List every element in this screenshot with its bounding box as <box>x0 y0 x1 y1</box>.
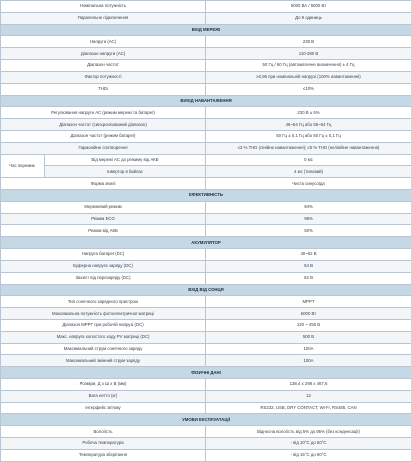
spec-row <box>1 426 411 438</box>
spec-value: 54 В <box>206 260 411 272</box>
spec-value: 230 В <box>206 36 411 48</box>
spec-value: 94% <box>206 201 411 213</box>
spec-label: Тип сонячного зарядного пристрою <box>1 296 206 308</box>
spec-label: Паралельне підключення <box>1 12 206 24</box>
spec-label: Мережевий режим <box>1 201 206 213</box>
spec-row <box>1 260 411 272</box>
spec-row <box>1 154 411 166</box>
spec-label: Максимальний змінний струм заряду <box>1 355 206 367</box>
spec-row <box>1 390 411 402</box>
spec-label: Робоча температура <box>1 438 206 450</box>
section-title: ЕФЕКТИВНІСТЬ <box>1 190 411 202</box>
section-title: ВХІД ВІД СОНЦЯ <box>1 284 411 296</box>
spec-label: Температура зберігання <box>1 449 206 461</box>
section-header-battery <box>1 237 411 249</box>
spec-label: Максимальна потужність фотоелектричної матриці <box>1 308 206 320</box>
spec-label: Макс. напруга холостого ходу PV матриці (DC) <box>1 331 206 343</box>
spec-label: Режим від АКБ <box>1 225 206 237</box>
spec-label: Гармонійне спотворення <box>1 142 206 154</box>
spec-value: 500 В <box>206 331 411 343</box>
transfer-time-group-label: Час перемик. <box>1 154 45 178</box>
section-header-environment <box>1 414 411 426</box>
spec-value: 5000 ВА / 5000 Вт <box>206 1 411 13</box>
spec-row <box>1 48 411 60</box>
spec-row <box>1 119 411 131</box>
spec-label: Вологість <box>1 426 206 438</box>
spec-row <box>1 379 411 391</box>
spec-label: Діапазон частот (режим батареї) <box>1 130 206 142</box>
spec-label: Максимальний струм сонячного заряду <box>1 343 206 355</box>
spec-row <box>1 107 411 119</box>
spec-row <box>1 201 411 213</box>
spec-row <box>1 308 411 320</box>
section-header-load-output <box>1 95 411 107</box>
section-title: ВХІД МЕРЕЖІ <box>1 24 411 36</box>
spec-value: ≤3 % THD (лінійне навантаження); ≤5 % THD (нелінійне навантаження) <box>206 142 411 154</box>
spec-value: 120 ~ 450 В <box>206 319 411 331</box>
spec-label: Діапазон частот (синхронізований діапазон) <box>1 119 206 131</box>
spec-value: 100А <box>206 343 411 355</box>
spec-label: Інвертор в байпас <box>45 166 206 178</box>
spec-value: ≥0,96 при номінальній напрузі (100% навантаження) <box>206 71 411 83</box>
section-title: ФІЗИЧНІ ДАНІ <box>1 367 411 379</box>
spec-label: Діапазон MPPT при робочій напрузі (DC) <box>1 319 206 331</box>
section-header-efficiency <box>1 190 411 202</box>
spec-label: Режим ECO <box>1 213 206 225</box>
spec-label: Фактор потужності <box>1 71 206 83</box>
spec-label: Форма хвилі <box>1 178 206 190</box>
spec-row <box>1 272 411 284</box>
spec-label: Напруга батареї (DC) <box>1 249 206 261</box>
spec-label: Напруга (АС) <box>1 36 206 48</box>
section-title: УМОВИ ЕКСПЛУАТАЦІЇ <box>1 414 411 426</box>
spec-row <box>1 142 411 154</box>
spec-label: Регулювання напруги АС (режим мережі та батареї) <box>1 107 206 119</box>
spec-row <box>1 319 411 331</box>
spec-row <box>1 213 411 225</box>
section-title: ВИХІД НАВАНТАЖЕННЯ <box>1 95 411 107</box>
spec-row <box>1 296 411 308</box>
spec-value: 46~54 Гц або 56~64 Гц <box>206 119 411 131</box>
spec-row <box>1 178 411 190</box>
spec-value: 0 мс <box>206 154 411 166</box>
spec-row <box>1 71 411 83</box>
spec-value: RS232, USB, DRY CONTACT, Wi-Fi, RS485, CAN <box>206 402 411 414</box>
spec-label: Номінальна потужність <box>1 1 206 13</box>
section-title: АКУМУЛЯТОР <box>1 237 411 249</box>
spec-row <box>1 166 411 178</box>
spec-row <box>1 355 411 367</box>
spec-label: Діапазон напруги (АС) <box>1 48 206 60</box>
spec-row <box>1 402 411 414</box>
spec-value: Чиста синусоїда <box>206 178 411 190</box>
spec-value: 12 <box>206 390 411 402</box>
spec-row <box>1 83 411 95</box>
spec-row <box>1 12 411 24</box>
spec-value: До 9 одиниць <box>206 12 411 24</box>
spec-value: 6000 Вт <box>206 308 411 320</box>
spec-row <box>1 331 411 343</box>
spec-row <box>1 60 411 72</box>
spec-label: Вага нетто (кг) <box>1 390 206 402</box>
spec-value: 92% <box>206 225 411 237</box>
spec-value: ≤10% <box>206 83 411 95</box>
spec-row <box>1 225 411 237</box>
spec-row <box>1 36 411 48</box>
spec-row <box>1 438 411 450</box>
spec-label: Буферна напруга заряду (DC) <box>1 260 206 272</box>
spec-value: 110-280 В <box>206 48 411 60</box>
spec-value: MPPT <box>206 296 411 308</box>
spec-label: Діапазон частот <box>1 60 206 72</box>
section-header-physical <box>1 367 411 379</box>
spec-value: - від 10°С до 50°С <box>206 438 411 450</box>
section-header-solar-input <box>1 284 411 296</box>
spec-row <box>1 249 411 261</box>
spec-row <box>1 130 411 142</box>
spec-value: 138,4 x 298 x 467,6 <box>206 379 411 391</box>
spec-value: 50 Гц / 60 Гц (автоматичне визначення) ± 4 Гц <box>206 60 411 72</box>
spec-value: 100А <box>206 355 411 367</box>
spec-value: 230 В ± 5% <box>206 107 411 119</box>
spec-label: Інтерфейс зв'язку <box>1 402 206 414</box>
spec-value: 40~62 В <box>206 249 411 261</box>
spec-label: Розміри, Д x Ш x В (мм) <box>1 379 206 391</box>
spec-row <box>1 343 411 355</box>
spec-row <box>1 1 411 13</box>
spec-label: THDi <box>1 83 206 95</box>
spec-value: 50 Гц ± 0,1 Гц або 60 Гц ± 0,1 Гц <box>206 130 411 142</box>
spec-value: 4 мс (типовий) <box>206 166 411 178</box>
spec-value: 98% <box>206 213 411 225</box>
spec-label: Захист від перезаряду (DC) <box>1 272 206 284</box>
section-header-grid-input <box>1 24 411 36</box>
spec-label: Від мережі АС до режиму від АКБ <box>45 154 206 166</box>
spec-value: - від 15°С до 60°С <box>206 449 411 461</box>
spec-value: Відносна вологість від 5% до 95% (без конденсації) <box>206 426 411 438</box>
spec-value: 62 В <box>206 272 411 284</box>
